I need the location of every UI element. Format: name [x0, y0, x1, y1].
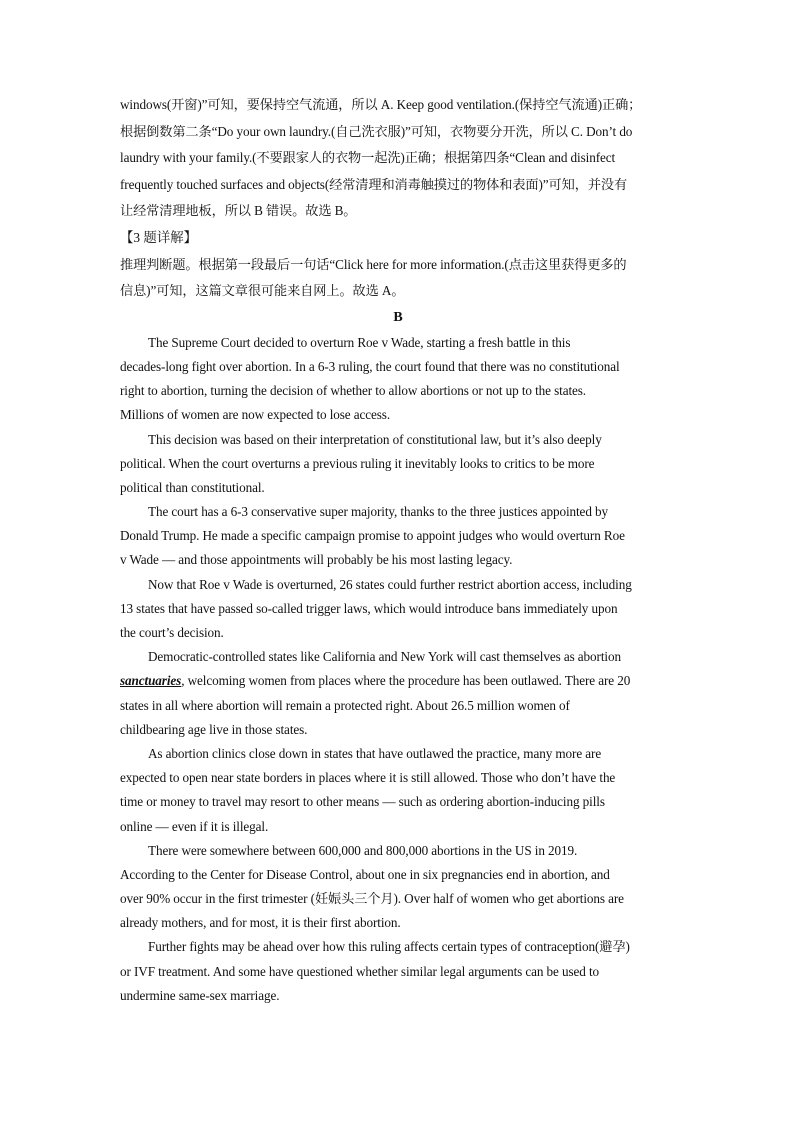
text-line: online — even if it is illegal.	[120, 818, 269, 834]
text-line: decades-long fight over abortion. In a 6-3 ruling, the court found that there was no constitutional	[120, 358, 620, 374]
text-fragment: , welcoming women from places where the procedure has been outlawed. There are 20	[181, 673, 631, 689]
text-line: The court has a 6-3 conservative super majority, thanks to the three justices appointed by	[148, 504, 608, 520]
text-line: time or money to travel may resort to other means — such as ordering abortion-inducing pills	[120, 794, 605, 810]
paragraph	[120, 500, 676, 573]
text-line: political. When the court overturns a previous ruling it inevitably looks to critics to be more	[120, 455, 595, 471]
text-line: frequently touched surfaces and objects(经常清理和消毒触摸过的物体和表面)”可知，并没有	[120, 176, 628, 192]
paragraph	[120, 839, 676, 936]
text-line: states in all where abortion will remain a protected right. About 26.5 million women of	[120, 697, 570, 713]
text-line: Now that Roe v Wade is overturned, 26 states could further restrict abortion access, including	[148, 576, 632, 592]
text-line: There were somewhere between 600,000 and 800,000 abortions in the US in 2019.	[148, 842, 578, 858]
text-line: the court’s decision.	[120, 625, 224, 640]
text-line: 推理判断题。根据第一段最后一句话“Click here for more information.(点击这里获得更多的	[120, 256, 627, 272]
text-line: 13 states that have passed so-called trigger laws, which would introduce bans immediately upon	[120, 600, 618, 616]
paragraph	[120, 935, 676, 1008]
text-line: This decision was based on their interpretation of constitutional law, but it’s also deeply	[148, 431, 602, 447]
paragraph	[120, 645, 676, 742]
text-line: laundry with your family.(不要跟家人的衣物一起洗)正确；根据第四条“Clean and disinfect	[120, 150, 616, 166]
question-3-explanation	[120, 225, 676, 305]
text-line: Democratic-controlled states like California and New York will cast themselves as abortion	[148, 649, 621, 665]
underlined-keyword: sanctuaries	[120, 673, 182, 689]
text-line: windows(开窗)”可知，要保持空气流通，所以 A. Keep good ventilation.(保持空气流通)正确；	[120, 97, 642, 112]
text-line: over 90% occur in the first trimester (妊娠头三个月). Over half of women who get abortions are	[120, 891, 624, 907]
question-heading: 【3 题详解】	[120, 229, 197, 245]
text-line: 信息)”可知，这篇文章很可能来自网上。故选 A。	[120, 283, 405, 299]
text-line: According to the Center for Disease Control, about one in six pregnancies end in abortion, and	[120, 866, 610, 882]
text-line: 让经常清理地板，所以 B 错误。故选 B。	[120, 203, 357, 219]
text-line: The Supreme Court decided to overturn Roe v Wade, starting a fresh battle in this	[148, 334, 571, 350]
text-line: Further fights may be ahead over how this ruling affects certain types of contraception(避孕)	[148, 939, 630, 955]
text-line: right to abortion, turning the decision of whether to allow abortions or not up to the states.	[120, 383, 586, 399]
answer-explanation	[120, 92, 676, 225]
article-body	[120, 331, 676, 1008]
document-page	[120, 92, 676, 1008]
paragraph	[120, 573, 676, 646]
paragraph	[120, 331, 676, 428]
text-line	[120, 669, 676, 693]
text-line: v Wade — and those appointments will probably be his most lasting legacy.	[120, 552, 513, 568]
text-line: childbearing age live in those states.	[120, 721, 308, 737]
text-line: already mothers, and for most, it is their first abortion.	[120, 915, 401, 931]
section-title: B	[393, 309, 403, 325]
text-line: or IVF treatment. And some have questioned whether similar legal arguments can be used to	[120, 963, 600, 979]
paragraph	[120, 742, 676, 839]
text-line: undermine same-sex marriage.	[120, 987, 280, 1003]
text-line: expected to open near state borders in places where it is still allowed. Those who don’t have the	[120, 770, 616, 786]
text-line: As abortion clinics close down in states that have outlawed the practice, many more are	[148, 745, 602, 761]
text-line: Donald Trump. He made a specific campaign promise to appoint judges who would overturn Roe	[120, 528, 625, 544]
text-line: Millions of women are now expected to lose access.	[120, 407, 391, 423]
text-line: 根据倒数第二条“Do your own laundry.(自己洗衣服)”可知，衣物要分开洗，所以 C. Don’t do	[120, 123, 633, 139]
paragraph	[120, 428, 676, 501]
text-line: political than constitutional.	[120, 479, 265, 495]
